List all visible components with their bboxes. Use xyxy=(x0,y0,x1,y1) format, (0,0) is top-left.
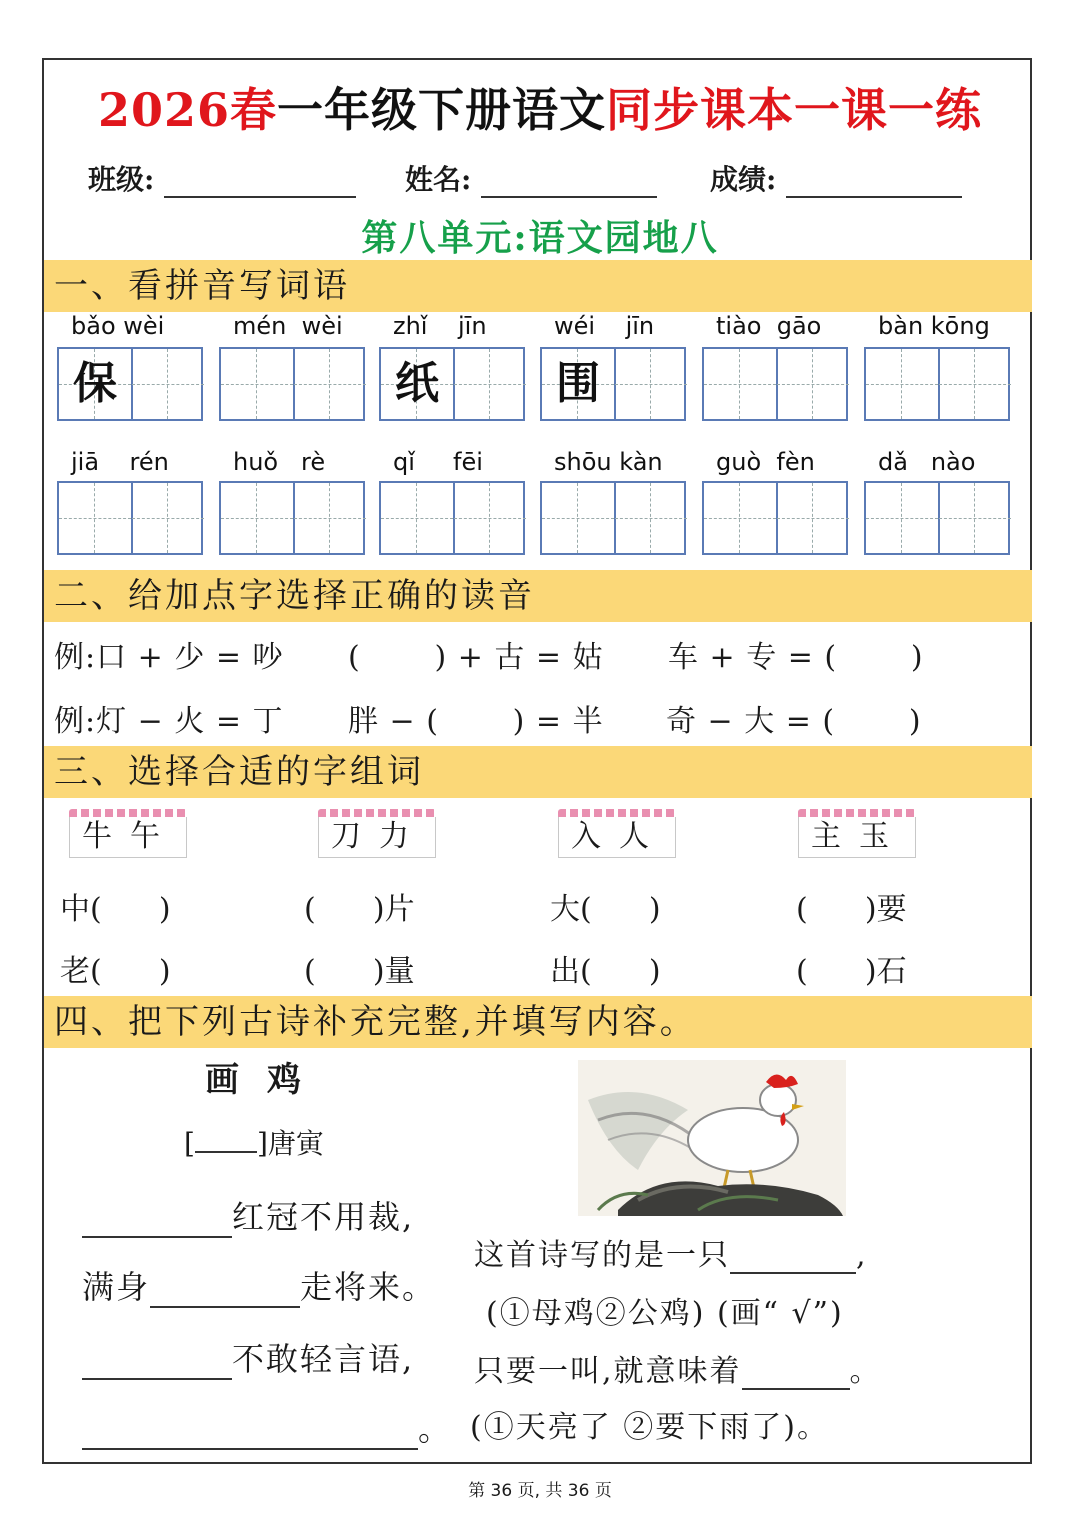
page-footer: 第 36 页, 共 36 页 xyxy=(468,1481,612,1501)
pinyin-label: qǐ fēi xyxy=(393,448,483,476)
word-blank[interactable]: ( )石 xyxy=(796,954,907,989)
char-choice-tag: 牛午 xyxy=(69,816,187,858)
grid-cell[interactable] xyxy=(866,483,940,553)
grid-cell[interactable] xyxy=(454,483,526,553)
class-blank[interactable] xyxy=(164,168,356,198)
grid-cell[interactable] xyxy=(615,483,687,553)
name-blank[interactable] xyxy=(481,168,657,198)
pinyin-label: shōu kàn xyxy=(554,448,663,476)
grid-character: 围 xyxy=(556,358,600,409)
section4-heading: 四、把下列古诗补充完整,并填写内容。 xyxy=(44,996,1032,1048)
poem-blank-3[interactable] xyxy=(82,1348,232,1380)
grid-cell[interactable] xyxy=(939,483,1011,553)
grid-cell[interactable] xyxy=(454,349,526,419)
pinyin-label: dǎ nào xyxy=(878,448,976,476)
title-year: 2026春 xyxy=(97,83,278,137)
writing-grid xyxy=(864,481,1010,555)
question-2-options: (①天亮了 ②要下雨了)。 xyxy=(470,1410,829,1445)
dynasty-blank[interactable] xyxy=(195,1127,257,1153)
score-blank[interactable] xyxy=(786,168,962,198)
writing-grid xyxy=(379,347,525,421)
grid-cell[interactable] xyxy=(132,483,204,553)
grid-cell[interactable] xyxy=(59,483,133,553)
grid-cell[interactable] xyxy=(777,349,849,419)
example-line-2: 例:灯 − 火 = 丁 xyxy=(54,704,284,739)
title-series: 同步课本一课一练 xyxy=(606,83,983,137)
poem-blank-2[interactable] xyxy=(150,1276,300,1308)
pinyin-label: mén wèi xyxy=(233,312,343,340)
writing-grid xyxy=(379,481,525,555)
word-blank[interactable]: ( )量 xyxy=(304,954,415,989)
writing-grid xyxy=(864,347,1010,421)
poem-author: [ ]唐寅 xyxy=(184,1127,324,1160)
fill-line-2b[interactable]: 奇 − 大 = ( ) xyxy=(666,704,922,739)
char-choice-tag: 刀力 xyxy=(318,816,436,858)
grid-character: 纸 xyxy=(395,358,439,409)
poem-blank-4[interactable] xyxy=(82,1418,418,1450)
grid-cell[interactable] xyxy=(221,483,295,553)
class-field xyxy=(88,158,356,198)
unit-title: 第八单元:语文园地八 xyxy=(361,217,719,259)
question-1: 这首诗写的是一只 , xyxy=(474,1238,868,1273)
grid-cell[interactable] xyxy=(939,349,1011,419)
grid-cell[interactable] xyxy=(59,349,133,419)
poem-line-3: 不敢轻言语, xyxy=(82,1334,414,1380)
score-label: 成绩: xyxy=(710,163,777,196)
grid-cell[interactable] xyxy=(704,349,778,419)
grid-cell[interactable] xyxy=(777,483,849,553)
writing-grid xyxy=(219,481,365,555)
fill-line-2a[interactable]: 胖 − ( ) = 半 xyxy=(348,704,604,739)
pinyin-label: jiā rén xyxy=(71,448,169,476)
pinyin-label: bǎo wèi xyxy=(71,312,165,340)
grid-cell[interactable] xyxy=(381,349,455,419)
name-field xyxy=(405,158,657,198)
section3-heading: 三、选择合适的字组词 xyxy=(44,746,1032,798)
word-blank[interactable]: 老( ) xyxy=(60,954,171,989)
poem-line-4: 。 xyxy=(82,1404,452,1450)
grid-cell[interactable] xyxy=(132,349,204,419)
grid-cell[interactable] xyxy=(615,349,687,419)
word-blank[interactable]: 出( ) xyxy=(550,954,661,989)
answer-blank-1[interactable] xyxy=(730,1242,856,1274)
section2-heading: 二、给加点字选择正确的读音 xyxy=(44,570,1032,622)
pinyin-label: guò fèn xyxy=(716,448,815,476)
score-field xyxy=(710,158,962,198)
grid-cell[interactable] xyxy=(221,349,295,419)
writing-grid xyxy=(57,481,203,555)
word-blank[interactable]: 中( ) xyxy=(60,892,171,927)
poem-title: 画鸡 xyxy=(205,1060,329,1100)
pinyin-label: wéi jīn xyxy=(554,312,655,340)
grid-character: 保 xyxy=(73,358,117,409)
grid-cell[interactable] xyxy=(294,349,366,419)
word-blank[interactable]: ( )要 xyxy=(796,892,907,927)
poem-line-2: 满身 走将来。 xyxy=(82,1268,437,1306)
section1-heading: 一、看拼音写词语 xyxy=(44,260,1032,312)
grid-cell[interactable] xyxy=(542,483,616,553)
writing-grid xyxy=(540,347,686,421)
example-line-1: 例:口 + 少 = 吵 xyxy=(54,640,284,675)
rooster-painting xyxy=(578,1060,846,1216)
grid-cell[interactable] xyxy=(542,349,616,419)
pinyin-label: bàn kōng xyxy=(878,312,990,340)
grid-cell[interactable] xyxy=(866,349,940,419)
poem-blank-1[interactable] xyxy=(82,1206,232,1238)
fill-line-1b[interactable]: 车 + 专 = ( ) xyxy=(668,640,924,675)
fill-line-1a[interactable]: ( ) + 古 = 姑 xyxy=(348,640,604,675)
poem-line-1: 红冠不用裁, xyxy=(82,1192,414,1238)
grid-cell[interactable] xyxy=(704,483,778,553)
title-grade: 一年级下册语文 xyxy=(277,83,607,137)
name-label: 姓名: xyxy=(405,163,472,196)
word-blank[interactable]: ( )片 xyxy=(304,892,415,927)
writing-grid xyxy=(57,347,203,421)
writing-grid xyxy=(702,347,848,421)
grid-cell[interactable] xyxy=(294,483,366,553)
answer-blank-2[interactable] xyxy=(742,1358,850,1390)
question-2: 只要一叫,就意味着 。 xyxy=(474,1354,882,1389)
writing-grid xyxy=(219,347,365,421)
question-1-options: (①母鸡②公鸡) (画“ √”) xyxy=(486,1296,844,1331)
worksheet-title xyxy=(0,74,1080,140)
writing-grid xyxy=(540,481,686,555)
word-blank[interactable]: 大( ) xyxy=(550,892,661,927)
grid-cell[interactable] xyxy=(381,483,455,553)
class-label: 班级: xyxy=(88,163,155,196)
char-choice-tag: 主玉 xyxy=(798,816,916,858)
pinyin-label: tiào gāo xyxy=(716,312,822,340)
char-choice-tag: 入人 xyxy=(558,816,676,858)
pinyin-label: huǒ rè xyxy=(233,448,326,476)
writing-grid xyxy=(702,481,848,555)
pinyin-label: zhǐ jīn xyxy=(393,312,487,340)
